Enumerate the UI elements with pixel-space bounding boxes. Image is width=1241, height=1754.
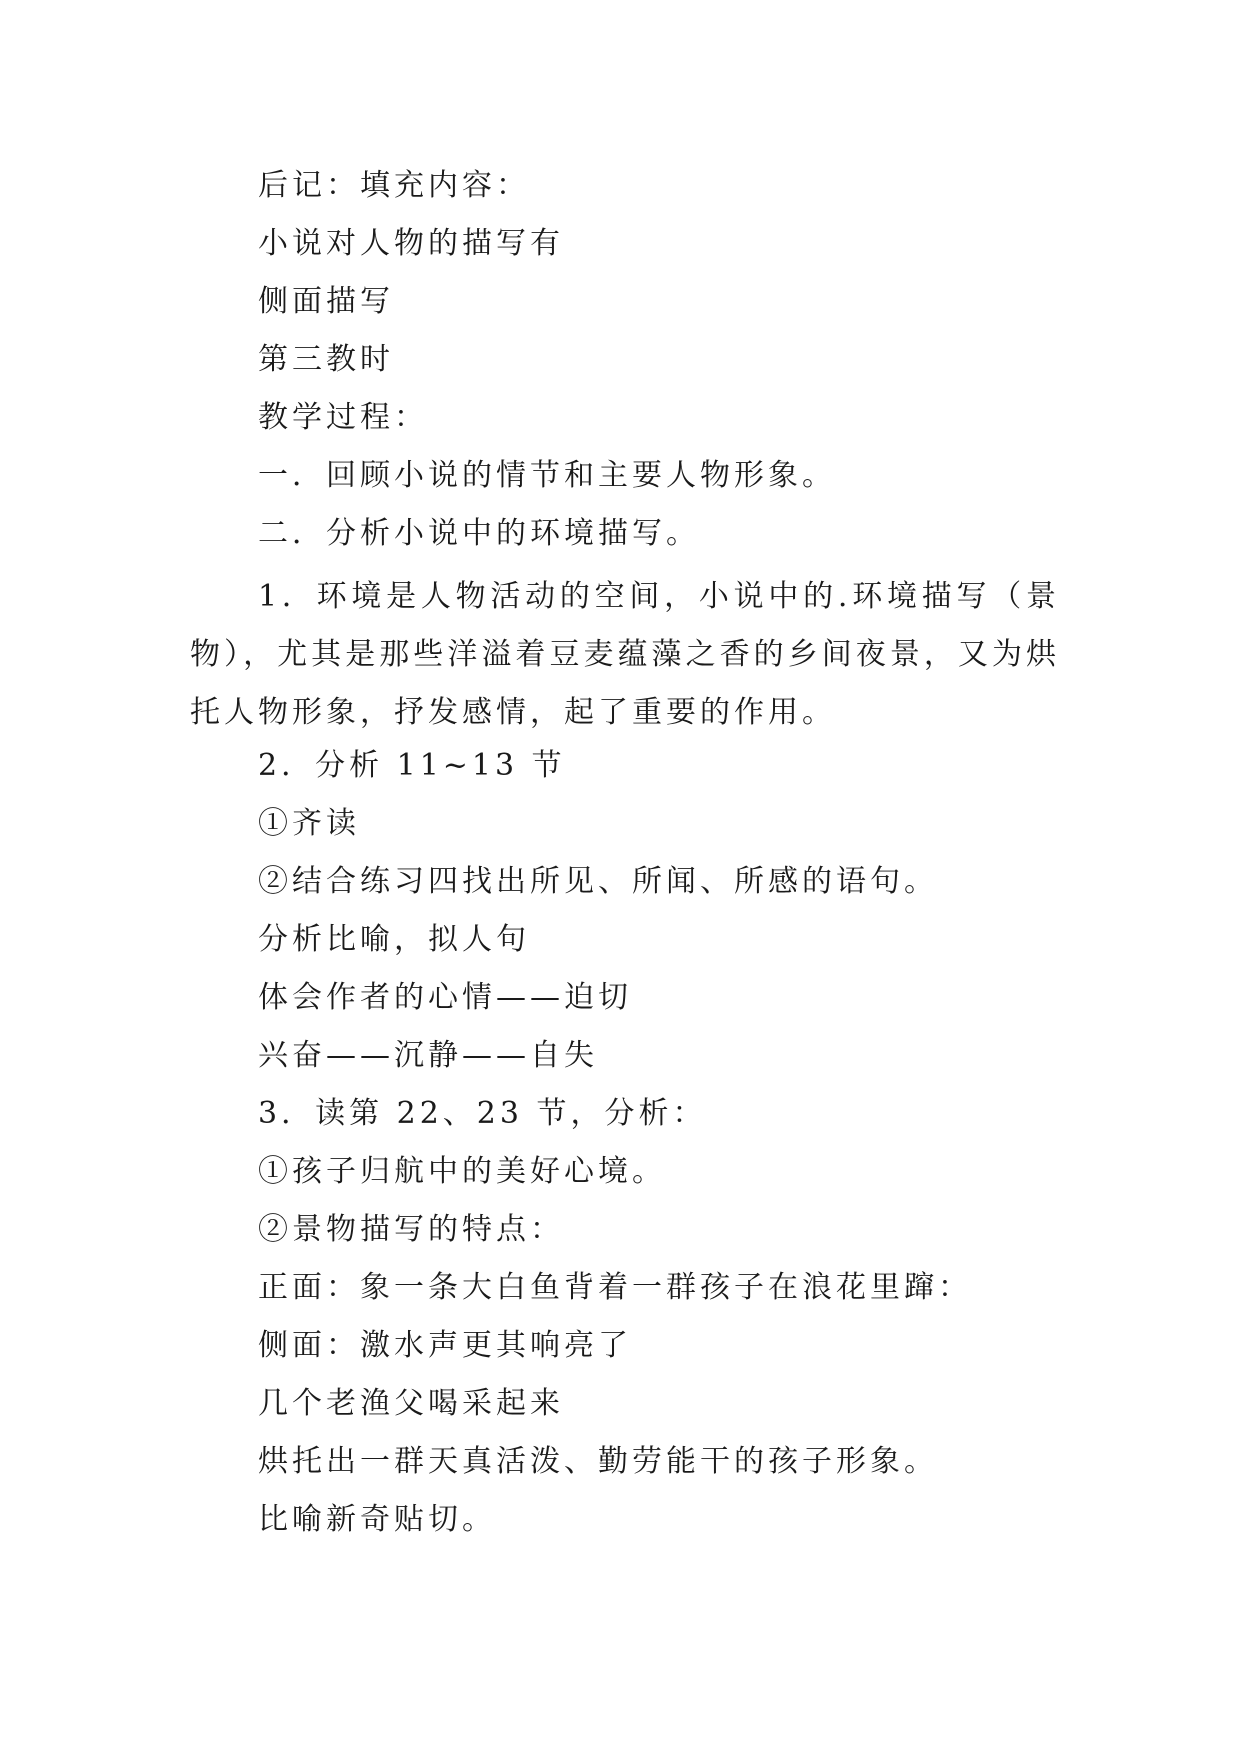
character-description-line: 小说对人物的描写有: [258, 226, 564, 261]
metaphor-analysis-line: 分析比喻，拟人句: [258, 922, 530, 957]
afterword-line: 后记：填充内容：: [258, 168, 530, 203]
teaching-process-heading: 教学过程：: [258, 400, 428, 435]
exercise-four-line: ②结合练习四找出所见、所闻、所感的语句。: [258, 864, 938, 899]
side-description-line: 侧面描写: [258, 284, 394, 319]
author-feeling-line: 体会作者的心情——迫切: [258, 980, 632, 1015]
fishermen-cheer-line: 几个老渔父喝采起来: [258, 1386, 564, 1421]
read-sections-line: 3．读第 22、23 节，分析：: [258, 1096, 707, 1131]
analyze-sections-line: 2．分析 11~13 节: [258, 748, 566, 783]
metaphor-apt-line: 比喻新奇贴切。: [258, 1502, 496, 1537]
read-aloud-line: ①齐读: [258, 806, 360, 841]
children-image-line: 烘托出一群天真活泼、勤劳能干的孩子形象。: [258, 1444, 938, 1479]
children-mood-line: ①孩子归航中的美好心境。: [258, 1154, 666, 1189]
environment-paragraph: 1．环境是人物活动的空间，小说中的.环境描写（景物），尤其是那些洋溢着豆麦蕴藻之香的乡间夜景，又为烘托人物形象，抒发感情，起了重要的作用。: [190, 579, 1060, 730]
review-plot-line: 一．回顾小说的情节和主要人物形象。: [258, 458, 836, 493]
analyze-environment-line: 二．分析小说中的环境描写。: [258, 516, 700, 551]
side-description-water-line: 侧面：激水声更其响亮了: [258, 1328, 632, 1363]
scenery-features-line: ②景物描写的特点：: [258, 1212, 564, 1247]
emotion-sequence-line: 兴奋——沉静——自失: [258, 1038, 598, 1073]
front-description-line: 正面：象一条大白鱼背着一群孩子在浪花里蹿：: [258, 1270, 972, 1305]
third-lesson-heading: 第三教时: [258, 342, 394, 377]
